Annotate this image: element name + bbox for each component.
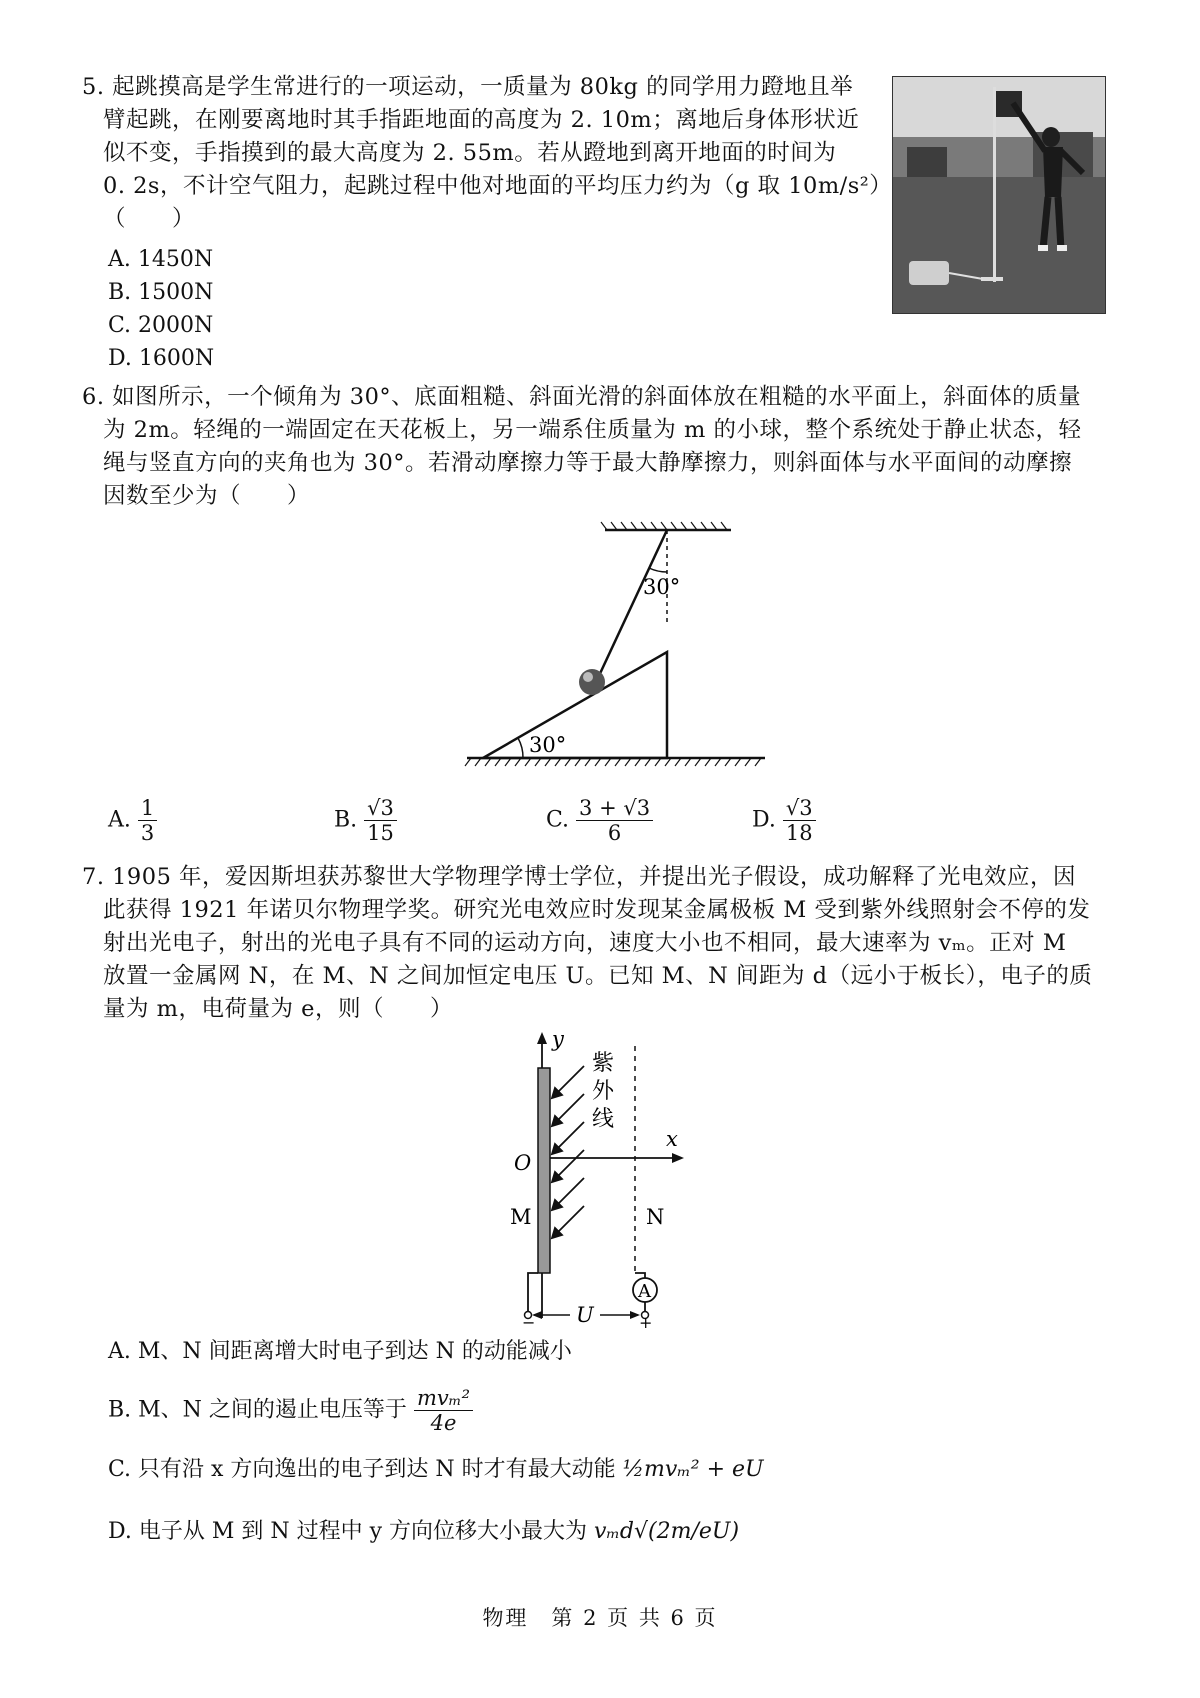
plus-terminal: + — [639, 1313, 653, 1328]
q7-line-2: 此获得 1921 年诺贝尔物理学奖。研究光电效应时发现某金属极板 M 受到紫外线照射会不停的发 — [103, 897, 1091, 923]
q6-option-b — [334, 796, 397, 845]
q7-option-b-fraction — [414, 1386, 473, 1435]
q7-option-b-num: mvₘ² — [414, 1386, 473, 1411]
q7-line-3: 射出光电子，射出的光电子具有不同的运动方向，速度大小也不相同，最大速率为 vₘ。正对 M — [103, 930, 1067, 956]
uv-label-1: 紫 — [592, 1051, 615, 1076]
q5-option-d: D. 1600N — [108, 346, 215, 371]
q7-option-c — [108, 1456, 764, 1484]
jump-photo — [892, 76, 1106, 314]
ammeter-label: A — [638, 1281, 651, 1302]
q6-option-d-prefix: D. — [752, 807, 776, 833]
q7-line-4: 放置一金属网 N，在 M、N 之间加恒定电压 U。已知 M、N 间距为 d（远小于板长），电子的质 — [103, 963, 1093, 989]
rope-angle-label: 30° — [643, 575, 681, 599]
page-footer: 物理 第 2 页 共 6 页 — [482, 1606, 718, 1630]
q6-option-d-fraction — [783, 796, 816, 845]
q7-option-c-text: C. 只有沿 x 方向逸出的电子到达 N 时才有最大动能 — [108, 1457, 616, 1482]
q6-option-a-num: 1 — [138, 796, 157, 821]
y-axis-label: y — [552, 1028, 564, 1051]
q6-option-a-fraction — [138, 796, 157, 845]
q7-option-d-expr: vₘd√(2m/eU) — [594, 1519, 740, 1544]
photoelectric-figure — [500, 1028, 720, 1328]
q6-line-4: 因数至少为（ ） — [103, 483, 311, 509]
q5-option-c: C. 2000N — [108, 313, 214, 338]
q6-option-d-den: 18 — [785, 821, 813, 845]
q5-line-2: 臂起跳，在刚要离地时其手指距地面的高度为 2. 10m；离地后身体形状近 — [103, 107, 860, 133]
q6-option-c-prefix: C. — [546, 807, 570, 833]
q6-option-d — [752, 796, 816, 845]
q6-option-c-fraction — [576, 796, 653, 845]
q7-option-b — [108, 1386, 473, 1435]
q6-line-2: 为 2m。轻绳的一端固定在天花板上，另一端系住质量为 m 的小球，整个系统处于静止状态，轻 — [103, 417, 1082, 443]
q6-option-a-prefix: A. — [108, 807, 131, 833]
q5-line-1: 5. 起跳摸高是学生常进行的一项运动，一质量为 80kg 的同学用力蹬地且举 — [82, 74, 854, 100]
q7-line-5: 量为 m，电荷量为 e，则（ ） — [103, 996, 453, 1022]
q6-option-a-den: 3 — [140, 821, 155, 845]
q6-option-b-den: 15 — [367, 821, 394, 845]
origin-label: O — [514, 1151, 532, 1175]
q7-option-d — [108, 1518, 739, 1546]
q6-option-c-den: 6 — [607, 821, 622, 845]
uv-label-3: 线 — [592, 1107, 615, 1132]
q5-line-3: 似不变，手指摸到的最大高度为 2. 55m。若从蹬地到离开地面的时间为 — [103, 140, 837, 166]
plate-m-label: M — [510, 1205, 532, 1229]
q7-option-b-text: B. M、N 之间的遏止电压等于 — [108, 1397, 407, 1423]
x-axis-label: x — [666, 1127, 678, 1151]
q6-option-b-prefix: B. — [334, 807, 358, 833]
q5-option-a: A. 1450N — [108, 247, 214, 272]
incline-angle-label: 30° — [529, 733, 567, 757]
q7-option-d-text: D. 电子从 M 到 N 过程中 y 方向位移大小最大为 — [108, 1519, 588, 1544]
voltage-label: U — [576, 1303, 594, 1327]
q5-line-4: 0. 2s，不计空气阻力，起跳过程中他对地面的平均压力约为（g 取 10m/s²） — [103, 173, 893, 199]
q6-option-c-num: 3 + √3 — [576, 796, 653, 821]
q7-option-a: A. M、N 间距离增大时电子到达 N 的动能减小 — [108, 1339, 572, 1364]
minus-terminal: − — [522, 1313, 536, 1328]
q6-option-c — [546, 796, 653, 845]
mesh-n-label: N — [646, 1205, 665, 1229]
q7-option-b-den: 4e — [430, 1411, 457, 1435]
q5-answer-blank: （ ） — [103, 206, 196, 232]
q6-option-a — [108, 796, 157, 845]
q6-option-b-fraction — [364, 796, 397, 845]
q7-option-c-expr: ½mvₘ² + eU — [622, 1457, 764, 1482]
q7-line-1: 7. 1905 年，爱因斯坦获苏黎世大学物理学博士学位，并提出光子假设，成功解释了光电效应，因 — [82, 864, 1077, 890]
q6-option-d-num: √3 — [783, 796, 816, 821]
q5-option-b: B. 1500N — [108, 280, 214, 305]
uv-label-2: 外 — [592, 1079, 615, 1104]
q6-line-3: 绳与竖直方向的夹角也为 30°。若滑动摩擦力等于最大静摩擦力，则斜面体与水平面间的动摩擦 — [103, 450, 1073, 476]
q6-option-b-num: √3 — [364, 796, 397, 821]
q6-line-1: 6. 如图所示，一个倾角为 30°、底面粗糙、斜面光滑的斜面体放在粗糙的水平面上，斜面体的质量 — [82, 384, 1082, 410]
incline-figure — [455, 520, 775, 770]
